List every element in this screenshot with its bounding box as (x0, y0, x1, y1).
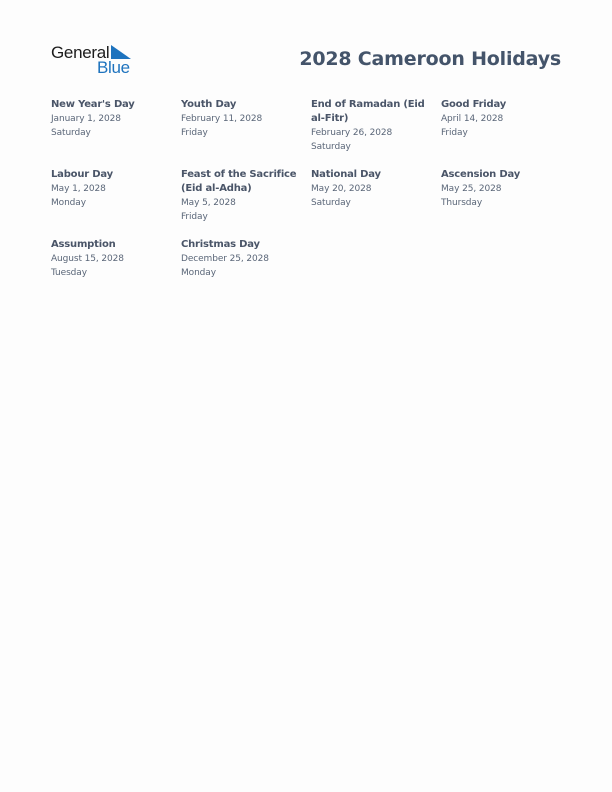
holiday-date: April 14, 2028 (441, 114, 504, 124)
holiday-weekday: Friday (181, 128, 208, 138)
generalblue-logo (51, 43, 141, 77)
holiday-date: May 5, 2028 (181, 198, 236, 208)
logo-text-general: General (51, 43, 110, 62)
logo-flag-icon (111, 45, 131, 59)
logo-text-blue: Blue (97, 58, 130, 77)
holiday-entry (51, 168, 181, 238)
page-title: 2028 Cameroon Holidays (299, 48, 561, 70)
holiday-entry (51, 98, 181, 168)
holiday-name: National Day (311, 169, 381, 180)
holiday-name: Labour Day (51, 169, 113, 180)
holiday-entry (51, 238, 181, 308)
holiday-row (51, 98, 571, 168)
holiday-date: May 25, 2028 (441, 184, 502, 194)
holiday-date: December 25, 2028 (181, 254, 269, 264)
holiday-entry (311, 168, 441, 238)
holiday-name: New Year's Day (51, 99, 135, 110)
holiday-entry (181, 168, 311, 238)
holiday-name: Ascension Day (441, 169, 521, 180)
holiday-entry (441, 98, 571, 168)
holiday-weekday: Saturday (51, 128, 91, 138)
holiday-name: Christmas Day (181, 239, 260, 250)
holiday-entry (311, 98, 441, 168)
holiday-weekday: Friday (441, 128, 468, 138)
holiday-date: February 26, 2028 (311, 128, 393, 138)
holiday-name: Youth Day (181, 99, 237, 110)
holiday-entry (181, 98, 311, 168)
holiday-weekday: Friday (181, 212, 208, 222)
holiday-date: May 20, 2028 (311, 184, 372, 194)
holiday-row (51, 238, 571, 308)
holiday-date: May 1, 2028 (51, 184, 106, 194)
holiday-row (51, 168, 571, 238)
holiday-name: Good Friday (441, 99, 507, 110)
holiday-weekday: Monday (181, 268, 216, 278)
holiday-date: January 1, 2028 (51, 114, 121, 124)
holiday-date: August 15, 2028 (51, 254, 124, 264)
holiday-name: End of Ramadan (Eid al-Fitr) (311, 99, 425, 124)
holiday-weekday: Saturday (311, 142, 351, 152)
holiday-weekday: Thursday (441, 198, 483, 208)
holiday-weekday: Tuesday (51, 268, 87, 278)
holiday-weekday: Monday (51, 198, 86, 208)
holiday-grid (51, 98, 571, 308)
holiday-name: Feast of the Sacrifice (Eid al-Adha) (181, 169, 297, 194)
holiday-entry (441, 168, 571, 238)
holiday-name: Assumption (51, 239, 116, 250)
holiday-date: February 11, 2028 (181, 114, 263, 124)
holiday-entry (181, 238, 311, 308)
holiday-weekday: Saturday (311, 198, 351, 208)
